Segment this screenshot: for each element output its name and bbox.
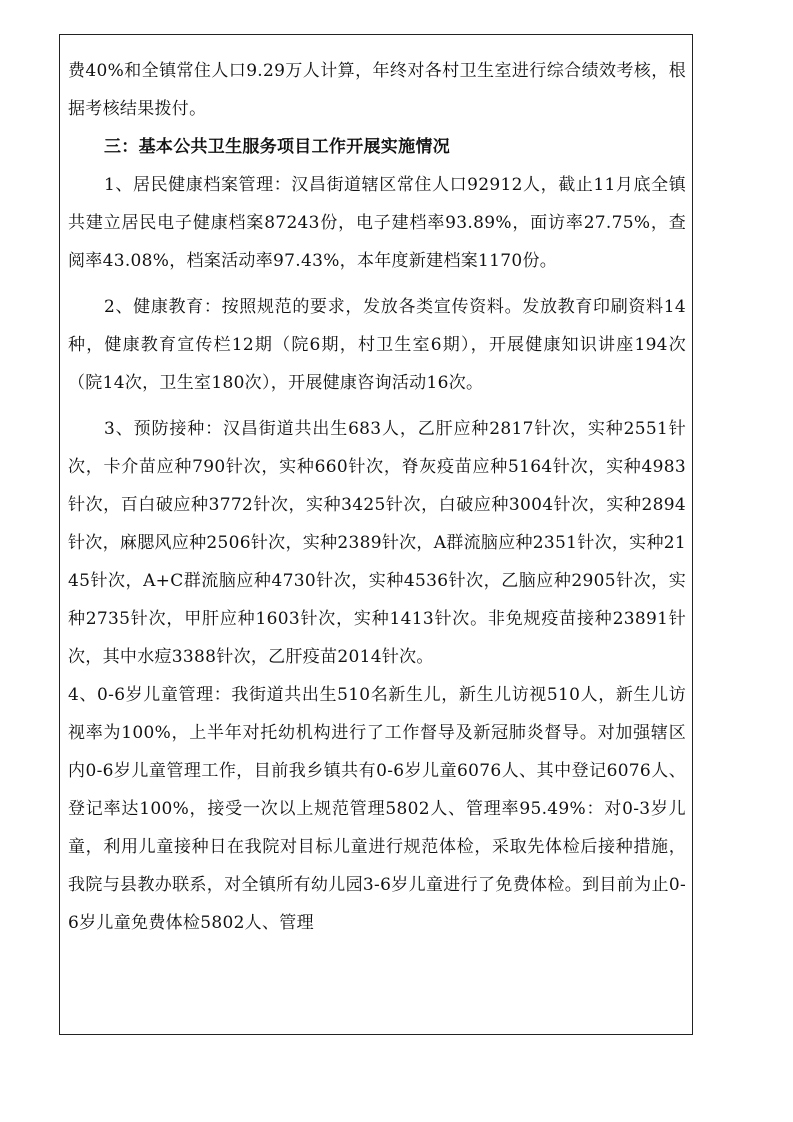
paragraph-child-management: 4、0-6岁儿童管理：我街道共出生510名新生儿，新生儿访视510人，新生儿访视率为100%，上半年对托幼机构进行了工作督导及新冠肺炎督导。对加强辖区内0-6岁儿童管理工作，目前我乡镇共有0-6岁儿童6076人、其中登记6076人、登记率达100%，接受一次以上规范管理5802人、管理率95.49%：对0-3岁儿童，利用儿童接种日在我院对目标儿童进行规范体检，采取先体检后接种措施，我院与县教办联系，对全镇所有幼儿园3-6岁儿童进行了免费体检。到目前为止0-6岁儿童免费体检5802人、管理 xyxy=(68,685,686,933)
document-body xyxy=(68,52,686,942)
paragraph-fee-continuation: 费40%和全镇常住人口9.29万人计算，年终对各村卫生室进行综合绩效考核，根据考核结果拨付。 xyxy=(68,61,686,119)
paragraph-health-education: 2、健康教育：按照规范的要求，发放各类宣传资料。发放教育印刷资料14种，健康教育宣传栏12期（院6期，村卫生室6期），开展健康知识讲座194次（院14次，卫生室180次），开展健康咨询活动16次。 xyxy=(68,297,686,393)
paragraph-health-records: 1、居民健康档案管理：汉昌街道辖区常住人口92912人，截止11月底全镇共建立居民电子健康档案87243份，电子建档率93.89%，面访率27.75%，查阅率43.08%，档案活动率97.43%，本年度新建档案1170份。 xyxy=(68,175,686,271)
paragraph-vaccination: 3、预防接种：汉昌街道共出生683人，乙肝应种2817针次，实种2551针次，卡介苗应种790针次，实种660针次，脊灰疫苗应种5164针次，实种4983针次，百白破应种3772针次，实种3425针次，白破应种3004针次，实种2894针次，麻腮风应种2506针次，实种2389针次，A群流脑应种2351针次，实种2145针次，A+C群流脑应种4730针次，实种4536针次，乙脑应种2905针次，实种2735针次，甲肝应种1603针次，实种1413针次。非免规疫苗接种23891针次，其中水痘3388针次，乙肝疫苗2014针次。 xyxy=(68,419,686,667)
section-heading-public-health: 三：基本公共卫生服务项目工作开展实施情况 xyxy=(104,137,450,157)
